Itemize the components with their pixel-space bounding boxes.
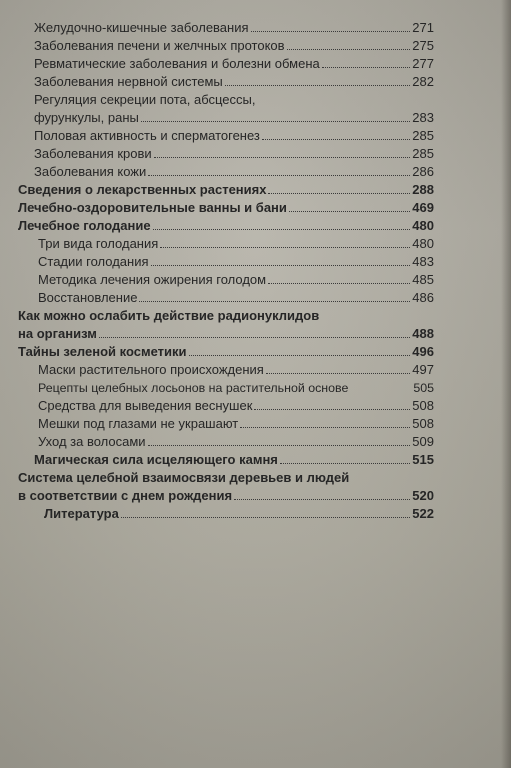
- toc-entry-page: 509: [412, 434, 434, 449]
- toc-entry-title: Заболевания кожи: [34, 164, 147, 179]
- dot-leader: [287, 39, 411, 50]
- toc-entry-title: фурункулы, раны: [34, 110, 139, 125]
- toc-entry-title: Уход за волосами: [38, 434, 146, 449]
- toc-entry: [34, 163, 434, 181]
- dot-leader: [251, 21, 411, 32]
- dot-leader: [289, 201, 410, 212]
- toc-section: [18, 487, 434, 505]
- dot-leader: [254, 399, 410, 410]
- toc-entry-title: Заболевания печени и желчных протоков: [34, 38, 285, 53]
- page-edge-shadow: [501, 0, 511, 768]
- toc-section-page: 288: [412, 182, 434, 197]
- toc-entry-page: 285: [412, 146, 434, 161]
- toc-entry: [38, 379, 434, 397]
- toc-entry-title: Заболевания нервной системы: [34, 74, 223, 89]
- dot-leader: [141, 111, 410, 122]
- toc-entry-title: Ревматические заболевания и болезни обмена: [34, 56, 320, 71]
- toc-entry-page: 285: [412, 128, 434, 143]
- toc-section-page: 469: [412, 200, 434, 215]
- toc-section-title: в соответствии с днем рождения: [18, 488, 233, 503]
- toc-entry-page: 486: [412, 290, 434, 305]
- toc-entry-title: Методика лечения ожирения голодом: [38, 272, 267, 287]
- toc-entry: [34, 109, 434, 127]
- dot-leader: [151, 255, 411, 266]
- dot-leader: [153, 219, 411, 230]
- toc-section-page: 515: [412, 452, 434, 467]
- toc-entry: [38, 235, 434, 253]
- toc-section-title: Литература: [44, 506, 119, 521]
- toc-entry-page: 497: [412, 362, 434, 377]
- toc-section: [18, 181, 434, 199]
- toc-entry-title: Рецепты целебных лосьонов на растительной основе: [38, 381, 349, 395]
- toc-entry-page: 505: [413, 381, 434, 395]
- toc-section-page: 480: [412, 218, 434, 233]
- toc-entry-page: 283: [412, 110, 434, 125]
- dot-leader: [225, 75, 411, 86]
- toc-entry-title: Регуляция секреции пота, абсцессы,: [34, 92, 256, 107]
- toc-entry: [38, 415, 434, 433]
- toc-section-title: Лечебное голодание: [18, 218, 151, 233]
- toc-entry-page: 480: [412, 236, 434, 251]
- toc-section-title: Сведения о лекарственных растениях: [18, 182, 267, 197]
- toc-entry-title: Желудочно-кишечные заболевания: [34, 20, 249, 35]
- toc-entry-page: 508: [412, 416, 434, 431]
- toc-section: [18, 469, 434, 487]
- toc-section-title: Как можно ослабить действие радионуклидов: [18, 308, 320, 323]
- toc-entry: [38, 271, 434, 289]
- toc-entry-page: 277: [412, 56, 434, 71]
- toc-section-title: Система целебной взаимосвязи деревьев и людей: [18, 470, 350, 485]
- toc-entry-page: 286: [412, 164, 434, 179]
- toc-entry: [34, 91, 434, 109]
- toc-section-title: на организм: [18, 326, 97, 341]
- dot-leader: [262, 129, 410, 140]
- toc-entry: [34, 55, 434, 73]
- dot-leader: [189, 345, 411, 356]
- toc-entry: [38, 253, 434, 271]
- toc-entry: [34, 145, 434, 163]
- dot-leader: [268, 273, 410, 284]
- toc-section: [18, 343, 434, 361]
- toc-entry: [34, 127, 434, 145]
- dot-leader: [148, 165, 410, 176]
- toc-entry-title: Средства для выведения веснушек: [38, 398, 253, 413]
- toc-section: [18, 307, 434, 325]
- toc-entry-title: Стадии голодания: [38, 254, 149, 269]
- toc-entry-page: 508: [412, 398, 434, 413]
- toc-entry: [34, 19, 434, 37]
- toc-section-title: Магическая сила исцеляющего камня: [34, 452, 278, 467]
- dot-leader: [350, 382, 411, 392]
- toc-entry-page: 275: [412, 38, 434, 53]
- dot-leader: [234, 489, 410, 500]
- dot-leader: [266, 363, 410, 374]
- dot-leader: [322, 57, 411, 68]
- toc-entry-title: Половая активность и сперматогенез: [34, 128, 260, 143]
- toc-entry: [34, 37, 434, 55]
- dot-leader: [280, 453, 410, 464]
- toc-section-page: 520: [412, 488, 434, 503]
- dot-leader: [99, 327, 410, 338]
- toc-entry: [38, 289, 434, 307]
- toc-entry-page: 485: [412, 272, 434, 287]
- dot-leader: [121, 507, 410, 518]
- toc-entry-title: Восстановление: [38, 290, 138, 305]
- toc-entry-page: 483: [412, 254, 434, 269]
- toc-section-page: 522: [412, 506, 434, 521]
- dot-leader: [139, 291, 410, 302]
- toc-section-page: 488: [412, 326, 434, 341]
- toc-entry: [38, 433, 434, 451]
- toc-entry: [38, 361, 434, 379]
- toc-entry-title: Три вида голодания: [38, 236, 159, 251]
- toc-section: [18, 325, 434, 343]
- toc-section: [34, 451, 434, 469]
- toc-entry-page: 282: [412, 74, 434, 89]
- toc-entry-title: Мешки под глазами не украшают: [38, 416, 239, 431]
- toc-section-title: Лечебно-оздоровительные ванны и бани: [18, 200, 287, 215]
- dot-leader: [268, 183, 410, 194]
- dot-leader: [240, 417, 410, 428]
- toc-entry-title: Маски растительного происхождения: [38, 362, 264, 377]
- toc-entry-page: 271: [412, 20, 434, 35]
- toc-section: [18, 199, 434, 217]
- toc-section: [18, 217, 434, 235]
- toc-section-title: Тайны зеленой косметики: [18, 344, 187, 359]
- dot-leader: [160, 237, 410, 248]
- toc-section: [44, 505, 434, 523]
- dot-leader: [148, 435, 411, 446]
- dot-leader: [154, 147, 411, 158]
- toc-entry: [38, 397, 434, 415]
- toc-entry: [34, 73, 434, 91]
- toc-entry-title: Заболевания крови: [34, 146, 152, 161]
- toc-section-page: 496: [412, 344, 434, 359]
